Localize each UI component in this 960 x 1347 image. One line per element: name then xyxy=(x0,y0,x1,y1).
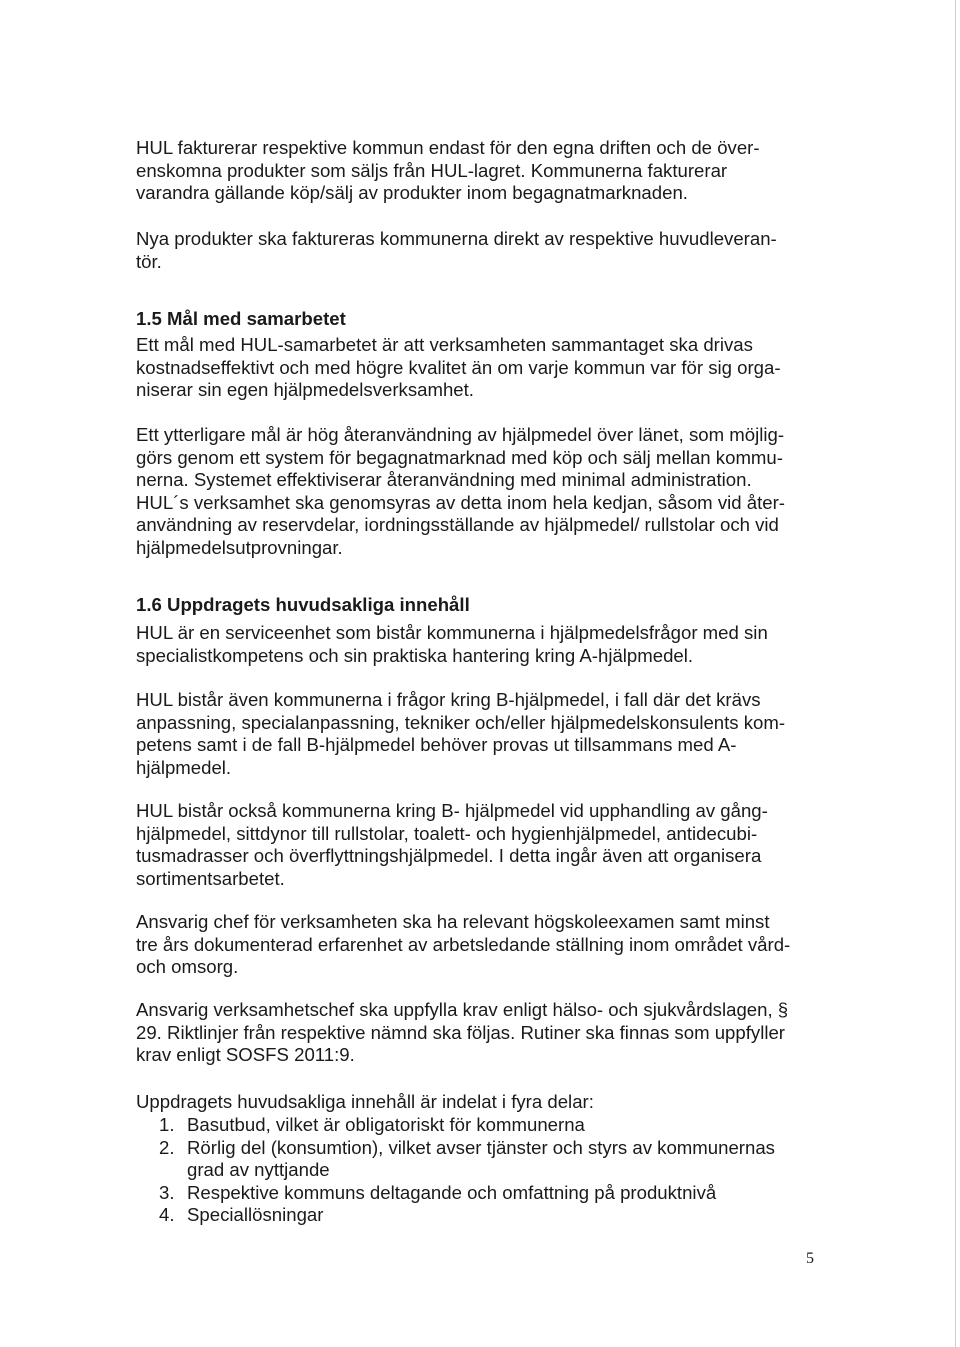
list-number: 4. xyxy=(159,1204,175,1225)
paragraph-reuse xyxy=(136,424,785,559)
page-edge-line xyxy=(955,0,956,1347)
text-line: tre års dokumenterad erfarenhet av arbetsledande ställning inom området vård- xyxy=(136,933,791,955)
text-line: specialistkompetens och sin praktiska hantering kring A-hjälpmedel. xyxy=(136,644,694,666)
list-number: 3. xyxy=(159,1181,175,1203)
text-line: petens samt i de fall B-hjälpmedel behöver provas ut tillsammans med A- xyxy=(136,734,737,755)
text-line: Rörlig del (konsumtion), vilket avser tjänster och styrs av kommunernas xyxy=(187,1136,775,1158)
paragraph-manager xyxy=(136,911,790,979)
text-line: görs genom ett system för begagnatmarknad med köp och sälj mellan kommu- xyxy=(136,446,783,468)
text-line: hjälpmedelsutprovningar. xyxy=(136,536,343,558)
text-line: Speciallösningar xyxy=(187,1204,324,1225)
text-line: sortimentsarbetet. xyxy=(136,867,285,889)
paragraph-b-aids xyxy=(136,689,785,779)
numbered-list xyxy=(159,1114,775,1227)
text-line: HUL´s verksamhet ska genomsyras av detta inom hela kedjan, såsom vid åter- xyxy=(136,491,785,513)
text-line: anpassning, specialanpassning, tekniker och/eller hjälpmedelskonsulents kom- xyxy=(136,711,786,733)
list-item xyxy=(159,1137,775,1182)
text-line: Ansvarig verksamhetschef ska uppfylla krav enligt hälso- och sjukvårdslagen, § xyxy=(136,999,789,1020)
list-item xyxy=(159,1204,775,1227)
paragraph-list-intro xyxy=(136,1091,594,1114)
text-line: tusmadrasser och överflyttningshjälpmedel. I detta ingår även att organisera xyxy=(136,845,762,866)
paragraph-procurement xyxy=(136,800,768,890)
list-number: 2. xyxy=(159,1136,175,1158)
paragraph-invoicing xyxy=(136,137,760,205)
text-line: HUL bistår även kommunerna i frågor kring B-hjälpmedel, i fall där det krävs xyxy=(136,689,761,710)
text-line: Ett mål med HUL-samarbetet är att verksamheten sammantaget ska drivas xyxy=(136,334,753,355)
text-line: HUL fakturerar respektive kommun endast för den egna driften och de över- xyxy=(136,137,760,158)
text-line: krav enligt SOSFS 2011:9. xyxy=(136,1044,355,1065)
paragraph-goal xyxy=(136,334,781,402)
list-number: 1. xyxy=(159,1114,175,1135)
text-line: nerna. Systemet effektiviserar återanvändning med minimal administration. xyxy=(136,469,752,490)
text-line: och omsorg. xyxy=(136,956,239,977)
text-line: användning av reservdelar, iordningsställande av hjälpmedel/ rullstolar och vid xyxy=(136,514,779,535)
paragraph-new-products xyxy=(136,228,777,273)
section-heading-1-5: 1.5 Mål med samarbetet xyxy=(136,308,346,329)
text-line: hjälpmedel. xyxy=(136,756,232,778)
text-line: Uppdragets huvudsakliga innehåll är indelat i fyra delar: xyxy=(136,1091,594,1112)
text-line: Nya produkter ska faktureras kommunerna direkt av respektive huvudleveran- xyxy=(136,228,777,249)
paragraph-service-unit xyxy=(136,622,768,667)
paragraph-operations-chief xyxy=(136,999,788,1067)
list-item xyxy=(159,1114,775,1137)
text-line: niserar sin egen hjälpmedelsverksamhet. xyxy=(136,379,474,400)
text-line: Ett ytterligare mål är hög återanvändning av hjälpmedel över länet, som möjlig- xyxy=(136,424,785,445)
text-line: tör. xyxy=(136,250,162,272)
text-line: Basutbud, vilket är obligatoriskt för kommunerna xyxy=(187,1114,585,1135)
section-heading-1-6: 1.6 Uppdragets huvudsakliga innehåll xyxy=(136,594,470,615)
list-item xyxy=(159,1182,775,1205)
text-line: varandra gällande köp/sälj av produkter inom begagnatmarknaden. xyxy=(136,182,688,203)
text-line: grad av nyttjande xyxy=(187,1159,330,1180)
page-number: 5 xyxy=(806,1250,814,1267)
text-line: Ansvarig chef för verksamheten ska ha relevant högskoleexamen samt minst xyxy=(136,911,770,932)
text-line: Respektive kommuns deltagande och omfattning på produktnivå xyxy=(187,1181,717,1203)
text-line: kostnadseffektivt och med högre kvalitet än om varje kommun var för sig orga- xyxy=(136,356,781,378)
text-line: HUL bistår också kommunerna kring B- hjälpmedel vid upphandling av gång- xyxy=(136,800,768,821)
text-line: HUL är en serviceenhet som bistår kommunerna i hjälpmedelsfrågor med sin xyxy=(136,622,768,643)
text-line: hjälpmedel, sittdynor till rullstolar, toalett- och hygienhjälpmedel, antidecubi- xyxy=(136,822,758,844)
text-line: 29. Riktlinjer från respektive nämnd ska följas. Rutiner ska finnas som uppfyller xyxy=(136,1021,786,1043)
text-line: enskomna produkter som säljs från HUL-lagret. Kommunerna fakturerar xyxy=(136,159,728,181)
